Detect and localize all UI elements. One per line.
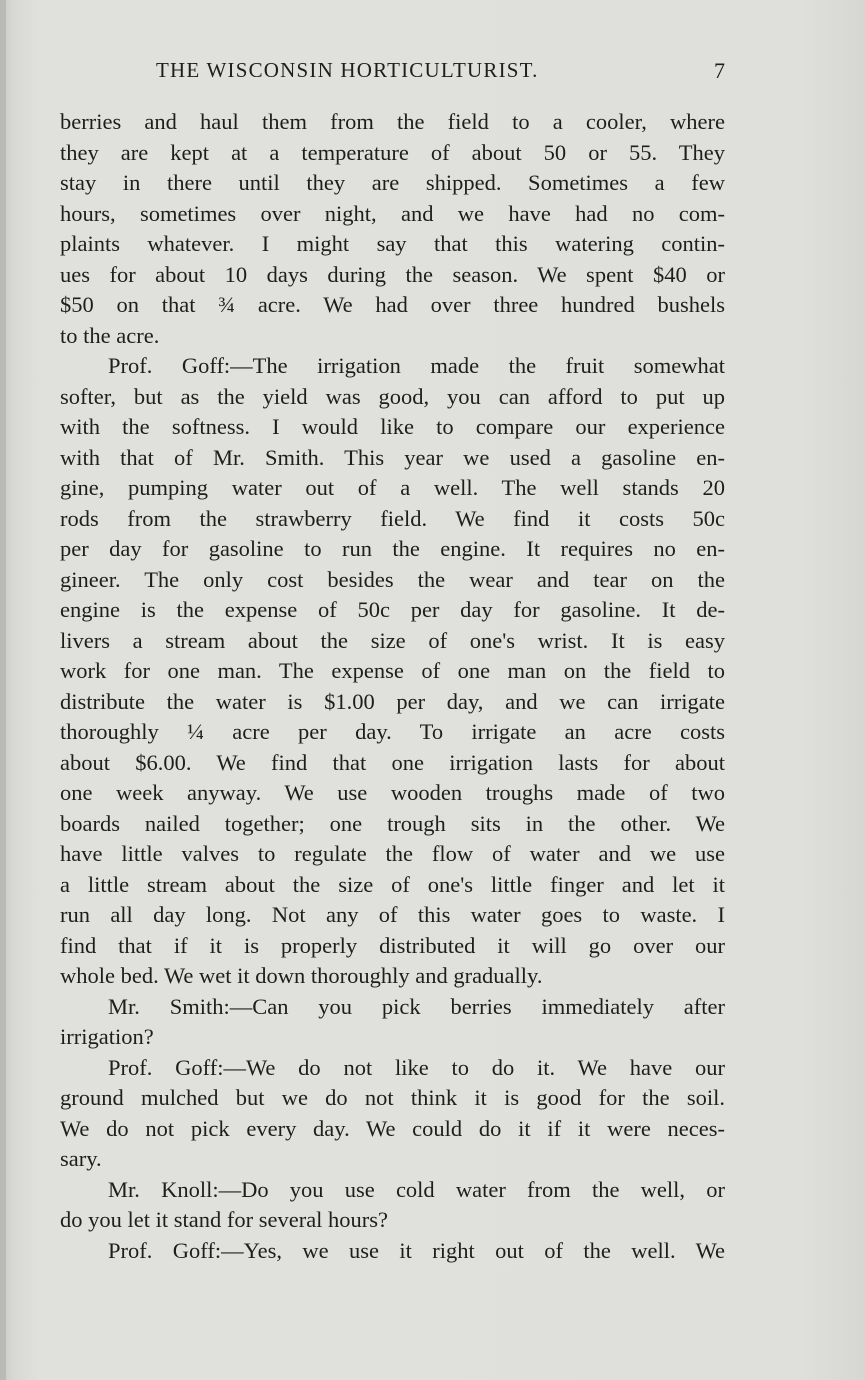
text-line: a little stream about the size of one's little finger and let it (60, 871, 725, 897)
speaker-line: Mr. Smith:—Can you pick berries immediately after (108, 993, 725, 1019)
text-line: $50 on that ¾ acre. We had over three hundred bushels (60, 292, 725, 317)
paragraph-end-line: whole bed. We wet it down thoroughly and gradually. (60, 963, 543, 988)
text-line: ground mulched but we do not think it is good for the soil. (60, 1085, 725, 1110)
speaker-line: Prof. Goff:—Yes, we use it right out of the well. We (108, 1237, 725, 1263)
text-line: plaints whatever. I might say that this watering contin- (60, 231, 725, 256)
text-line: gineer. The only cost besides the wear and tear on the (60, 566, 725, 592)
text-line: boards nailed together; one trough sits in the other. We (60, 810, 725, 836)
text-line: find that if it is properly distributed it will go over our (60, 932, 725, 958)
text-line: with that of Mr. Smith. This year we used a gasoline en- (60, 444, 725, 470)
page-binding-edge (0, 0, 6, 1380)
text-line: livers a stream about the size of one's wrist. It is easy (60, 627, 725, 653)
text-line: engine is the expense of 50c per day for gasoline. It de- (60, 597, 725, 622)
speaker-line: Prof. Goff:—We do not like to do it. We have our (108, 1054, 725, 1080)
text-line: work for one man. The expense of one man on the field to (60, 658, 725, 683)
paragraph-end-line: to the acre. (60, 322, 160, 348)
text-line: one week anyway. We use wooden troughs made of two (60, 780, 725, 805)
text-line: have little valves to regulate the flow of water and we use (60, 841, 725, 866)
text-line: berries and haul them from the field to a cooler, where (60, 109, 725, 134)
text-line: rods from the strawberry field. We find it costs 50c (60, 505, 725, 531)
running-title: THE WISCONSIN HORTICULTURIST. (156, 58, 539, 82)
text-line: per day for gasoline to run the engine. It requires no en- (60, 536, 725, 561)
body-text (60, 107, 725, 1266)
text-line: with the softness. I would like to compare our experience (60, 414, 725, 439)
text-line: run all day long. Not any of this water goes to waste. I (60, 902, 725, 927)
speaker-line: Mr. Knoll:—Do you use cold water from the well, or (108, 1176, 725, 1202)
text-line: hours, sometimes over night, and we have had no com- (60, 200, 725, 226)
speaker-line: Prof. Goff:—The irrigation made the fruit somewhat (108, 353, 725, 378)
text-line: stay in there until they are shipped. Sometimes a few (60, 170, 725, 195)
text-line: We do not pick every day. We could do it if it were neces- (60, 1115, 725, 1141)
paragraph-end-line: do you let it stand for several hours? (60, 1207, 389, 1232)
text-line: softer, but as the yield was good, you can afford to put up (60, 383, 725, 409)
paragraph-end-line: sary. (60, 1146, 102, 1171)
text-line: thoroughly ¼ acre per day. To irrigate an acre costs (60, 719, 725, 744)
page-number: 7 (714, 58, 725, 83)
text-line: ues for about 10 days during the season. We spent $40 or (60, 261, 725, 287)
text-line: they are kept at a temperature of about 50 or 55. They (60, 139, 725, 165)
text-line: about $6.00. We find that one irrigation lasts for about (60, 749, 725, 775)
running-head (60, 58, 725, 88)
text-line: gine, pumping water out of a well. The well stands 20 (60, 475, 725, 500)
text-line: distribute the water is $1.00 per day, and we can irrigate (60, 688, 725, 714)
paragraph-end-line: irrigation? (60, 1024, 154, 1049)
